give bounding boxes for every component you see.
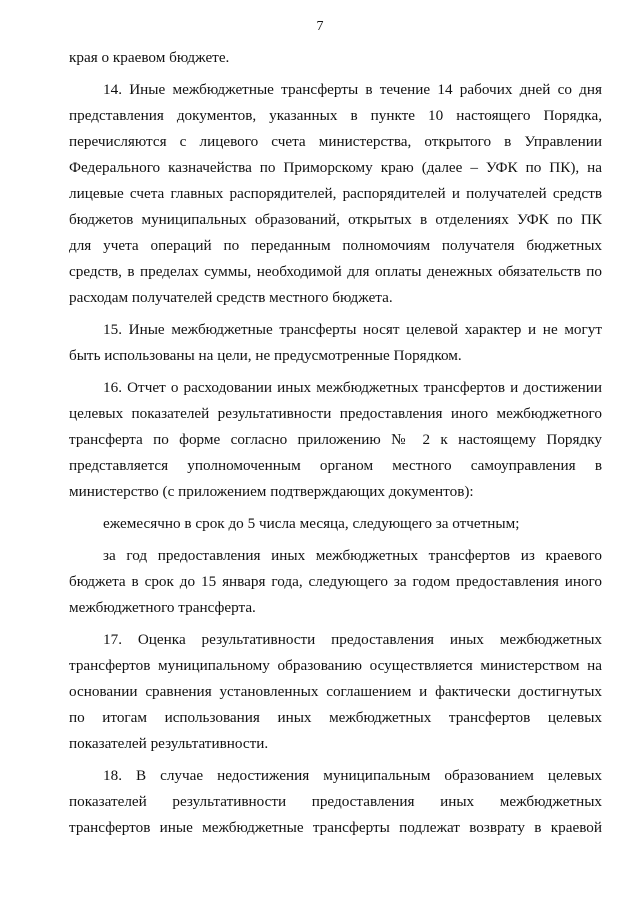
text-line: трансферта по форме согласно приложению № 2 к настоящему Порядку	[69, 431, 602, 448]
text-line: 18. В случае недостижения муниципальным образованием целевых	[103, 767, 602, 784]
paragraph-16	[69, 375, 602, 505]
text-line: представляется уполномоченным органом местного самоуправления в	[69, 457, 602, 474]
paragraph-14	[69, 77, 602, 311]
text-line: ежемесячно в срок до 5 числа месяца, следующего за отчетным;	[103, 515, 520, 532]
text-line: министерство (с приложением подтверждающих документов):	[69, 483, 474, 500]
text-line: за год предоставления иных межбюджетных трансфертов из краевого	[103, 547, 602, 564]
text-line: трансфертов иные межбюджетные трансферты подлежат возврату в краевой	[69, 819, 602, 836]
text-line: межбюджетного трансферта.	[69, 599, 256, 616]
text-line: представления документов, указанных в пункте 10 настоящего Порядка,	[69, 107, 602, 124]
text-line: перечисляются с лицевого счета министерства, открытого в Управлении	[69, 133, 602, 150]
text-line: 17. Оценка результативности предоставления иных межбюджетных	[103, 631, 602, 648]
text-line: бюджета в срок до 15 января года, следующего за годом предоставления иного	[69, 573, 602, 590]
text-line: средств, в пределах суммы, необходимой для оплаты денежных обязательств по	[69, 263, 602, 280]
paragraph-16-monthly	[69, 511, 602, 537]
text-line: Федерального казначейства по Приморскому краю (далее – УФК по ПК), на	[69, 159, 602, 176]
text-line: 14. Иные межбюджетные трансферты в течение 14 рабочих дней со дня	[103, 81, 602, 98]
text-line: по итогам использования иных межбюджетных трансфертов целевых	[69, 709, 602, 726]
text-line: целевых показателей результативности предоставления иного межбюджетного	[69, 405, 602, 422]
text-line: для учета операций по переданным полномочиям получателя бюджетных	[69, 237, 602, 254]
paragraph-continuation	[69, 45, 602, 71]
text-line: показателей результативности предоставления иных межбюджетных	[69, 793, 602, 810]
text-line: бюджетов муниципальных образований, открытых в отделениях УФК по ПК	[69, 211, 602, 228]
text-line: лицевые счета главных распорядителей, распорядителей и получателей средств	[69, 185, 602, 202]
text-line: основании сравнения установленных соглашением и фактически достигнутых	[69, 683, 602, 700]
text-line: быть использованы на цели, не предусмотренные Порядком.	[69, 347, 462, 364]
text-line: 15. Иные межбюджетные трансферты носят целевой характер и не могут	[103, 321, 602, 338]
text-line: расходам получателей средств местного бюджета.	[69, 289, 393, 306]
text-line: трансфертов муниципальному образованию осуществляется министерством на	[69, 657, 602, 674]
document-body	[69, 45, 602, 847]
paragraph-16-annual	[69, 543, 602, 621]
page-number: 7	[316, 19, 324, 34]
paragraph-17	[69, 627, 602, 757]
text-line: края о краевом бюджете.	[69, 49, 230, 66]
paragraph-15	[69, 317, 602, 369]
text-line: 16. Отчет о расходовании иных межбюджетных трансфертов и достижении	[103, 379, 602, 396]
paragraph-18	[69, 763, 602, 841]
text-line: показателей результативности.	[69, 735, 269, 752]
